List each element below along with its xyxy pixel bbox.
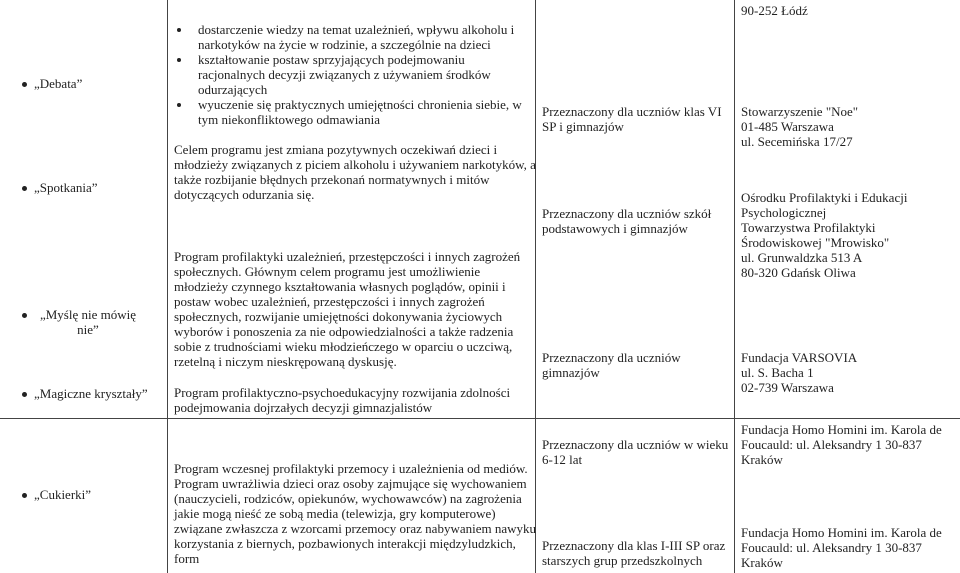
bullet-icon (22, 186, 27, 191)
program-item (22, 180, 162, 195)
organizer-line: 02-739 Warszawa (741, 380, 834, 395)
spotkania-description: Celem programu jest zmiana pozytywnych oczekiwań dzieci i młodzieży związanych z piciem alkoholu i używaniem narkotyków, a także rozbijanie błędnych przekonań normatywnych i mitów dotyczących odurzania się. (174, 142, 536, 202)
bullet-icon (22, 392, 27, 397)
program-name: „Cukierki” (34, 487, 92, 502)
organizer-line: 80-320 Gdańsk Oliwa (741, 265, 856, 280)
bullet-icon (177, 28, 181, 32)
organizer-line: Stowarzyszenie "Noe" (741, 104, 859, 119)
organizer-line: 01-485 Warszawa (741, 119, 834, 134)
column-divider (167, 0, 168, 573)
organizer-mrowisko (741, 190, 921, 280)
list-item-text: kształtowanie postaw sprzyjających podejmowaniu racjonalnych decyzji związanych z używaniem środków odurzających (198, 52, 491, 97)
magiczne-description: Program profilaktyczno-psychoedukacyjny rozwijania zdolności podejmowania dojrzałych decyzji gimnazjalistów (174, 385, 511, 415)
list-item-text: wyuczenie się praktycznych umiejętności chronienia siebie, w tym niekonfliktowego odmawiania (198, 97, 522, 127)
organizer-varsovia (741, 350, 956, 395)
organizer-noe (741, 104, 956, 149)
bullet-icon (22, 82, 27, 87)
organizer-line: Fundacja VARSOVIA (741, 350, 858, 365)
organizer-line: ul. Grunwaldzka 513 A (741, 250, 863, 265)
list-item (174, 97, 534, 127)
list-item (174, 22, 534, 52)
program-item (22, 386, 167, 401)
organizer-homo-homini: Fundacja Homo Homini im. Karola de Foucauld: ul. Aleksandry 1 30-837 Kraków (741, 422, 942, 467)
target-audience: Przeznaczony dla uczniów w wieku 6-12 lat (542, 437, 729, 467)
bullet-icon (22, 313, 27, 318)
bullet-icon (177, 103, 181, 107)
organizer-homo-homini: Fundacja Homo Homini im. Karola de Foucauld: ul. Aleksandry 1 30-837 Kraków (741, 525, 942, 570)
organizer-address: 90-252 Łódź (741, 3, 808, 18)
debata-goals-list (174, 22, 534, 127)
column-divider (734, 0, 735, 573)
program-name: „Debata” (34, 76, 83, 91)
program-name: „Magiczne kryształy” (34, 386, 148, 401)
row-divider (0, 418, 960, 419)
target-audience: Przeznaczony dla uczniów klas VI SP i gimnazjów (542, 104, 722, 134)
bullet-icon (177, 58, 181, 62)
program-item (22, 76, 162, 91)
program-name: „Myślę nie mówię nie” (39, 307, 137, 337)
cukierki-description: Program wczesnej profilaktyki przemocy i uzależnienia od mediów. Program uwrażliwia dzieci oraz osoby zajmujące się wychowaniem (nauczycieli, rodziców, opiekunów, wychowawców) na zagrożenia jakie mogą nieść ze sobą media (telewizja, gry komputerowe) związane zwłaszcza z wzorcami przemocy oraz nabywaniem nawyku korzystania z biernych, pozbawionych interakcji międzyludzkich, form (174, 461, 537, 566)
myslenie-description: Program profilaktyki uzależnień, przestępczości i innych zagrożeń społecznych. Głównym celem programu jest umożliwienie młodzieży czynnego kształtowania własnych poglądów, opinii i postaw wobec uzależnień, przestępczości i innych zagrożeń społecznych, rozwijanie umiejętności dokonywania życiowych wyborów i ponoszenia za nie odpowiedzialności a także radzenia sobie z trudnościami wieku młodzieńczego w oparciu o uczciwą, rzetelną i niczym nieskrępowaną dyskusję. (174, 249, 521, 369)
target-audience: Przeznaczony dla uczniów gimnazjów (542, 350, 681, 380)
list-item (174, 52, 534, 97)
organizer-line: ul. S. Bacha 1 (741, 365, 814, 380)
organizer-line: Ośrodku Profilaktyki i Edukacji Psychologicznej (741, 190, 908, 220)
program-item (22, 307, 142, 337)
organizer-line: Towarzystwa Profilaktyki Środowiskowej "Mrowisko" (741, 220, 890, 250)
bullet-icon (22, 493, 27, 498)
program-name: „Spotkania” (34, 180, 98, 195)
target-audience: Przeznaczony dla uczniów szkół podstawowych i gimnazjów (542, 206, 712, 236)
program-item (22, 487, 162, 502)
organizer-line: ul. Secemińska 17/27 (741, 134, 853, 149)
list-item-text: dostarczenie wiedzy na temat uzależnień, wpływu alkoholu i narkotyków na życie w rodzinie, a szczególnie na dzieci (198, 22, 515, 52)
target-audience: Przeznaczony dla klas I-III SP oraz starszych grup przedszkolnych (542, 538, 726, 568)
